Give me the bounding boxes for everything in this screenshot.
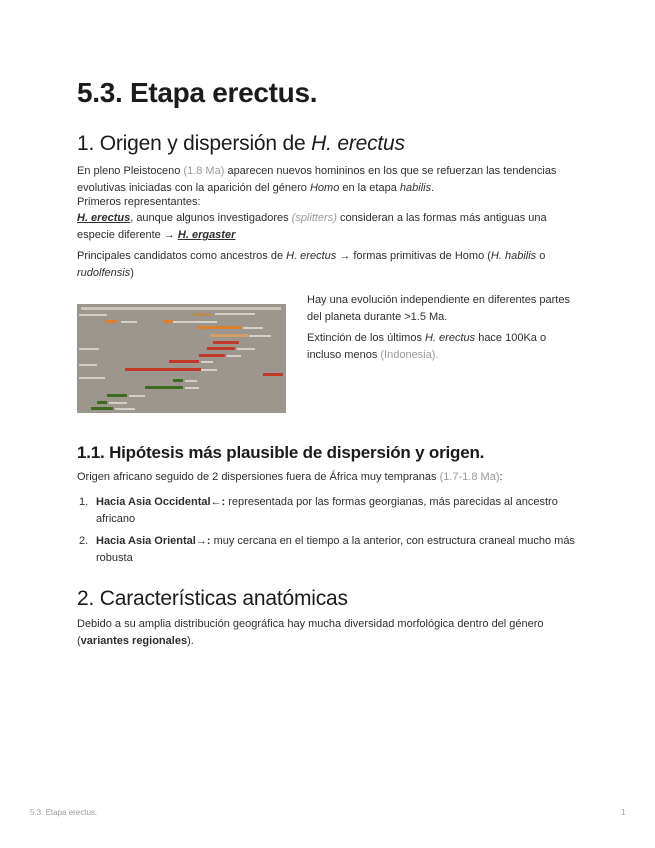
timeline-label <box>121 321 137 323</box>
list-item-bold: Hacia Asia Oriental→: <box>96 535 211 547</box>
text: en la etapa <box>339 182 400 194</box>
italic-species: H. erectus <box>425 332 476 344</box>
timeline-label <box>173 321 217 323</box>
list-item <box>77 533 582 567</box>
timeline-axis <box>81 307 281 310</box>
paragraph-diversidad <box>77 616 582 650</box>
timeline-label <box>185 387 199 389</box>
timeline-bar <box>213 341 239 344</box>
text: : <box>499 471 503 483</box>
timeline-label <box>249 335 271 337</box>
date-note: (1.7-1.8 Ma) <box>439 471 500 483</box>
text: ) <box>130 267 134 279</box>
text: . <box>435 349 439 361</box>
heading-text: 1. Origen y dispersión de <box>77 132 312 155</box>
text: representada por las formas georgianas, más parecidas al ancestro africano <box>96 496 558 525</box>
timeline-label <box>185 380 197 382</box>
timeline-bar <box>210 334 248 337</box>
side-note-extincion <box>307 330 572 364</box>
paragraph-representantes: Primeros representantes: <box>77 196 201 208</box>
footer-title: 5.3. Etapa erectus. <box>30 808 98 817</box>
timeline-label <box>215 313 255 315</box>
list-item-bold: Hacia Asia Occidental←: <box>96 496 226 508</box>
timeline-label <box>201 361 213 363</box>
list-number: 1. <box>79 496 89 508</box>
location-note: (Indonesia) <box>380 349 436 361</box>
text: Extinción de los últimos <box>307 332 425 344</box>
timeline-label <box>227 355 241 357</box>
italic-species: H. erectus <box>286 250 337 262</box>
bold-term: variantes regionales <box>80 635 188 647</box>
splitters-note: (splitters) <box>291 212 337 224</box>
text: Principales candidatos como ancestros de <box>77 250 287 262</box>
page-title: 5.3. Etapa erectus. <box>77 77 318 108</box>
timeline-bar <box>199 354 225 357</box>
text: Debido a su amplia distribución geográfica hay mucha diversidad morfológica dentro del género ( <box>77 618 544 647</box>
timeline-label <box>237 348 255 350</box>
list-number: 2. <box>79 535 89 547</box>
timeline-bar <box>105 320 117 323</box>
timeline-bar <box>91 407 113 410</box>
italic-species: H. habilis <box>490 250 537 262</box>
timeline-label <box>201 369 217 371</box>
text: ). <box>187 635 194 647</box>
subsection-heading-hipotesis: 1.1. Hipótesis más plausible de dispersión y origen. <box>77 443 485 462</box>
timeline-label <box>79 364 97 366</box>
timeline-label <box>79 314 107 316</box>
text: Origen africano seguido de 2 dispersiones fuera de África muy tempranas <box>77 471 440 483</box>
species-erectus: H. erectus <box>77 212 131 224</box>
list-item <box>77 494 582 528</box>
timeline-label <box>79 348 99 350</box>
timeline-label <box>115 408 135 410</box>
list-item-text <box>96 533 581 567</box>
text: , aunque algunos investigadores <box>130 212 292 224</box>
timeline-bar <box>173 379 183 382</box>
italic-species: rudolfensis <box>77 267 131 279</box>
timeline-bar <box>97 401 107 404</box>
text: aparecen nuevos homininos en los que se refuerzan las tendencias evolutivas iniciadas con la aparición del género <box>77 165 557 194</box>
footer-page-number: 1 <box>621 808 626 817</box>
timeline-bar <box>197 326 241 329</box>
section-heading-caracteristicas: 2. Características anatómicas <box>77 587 348 610</box>
timeline-bar <box>125 368 201 371</box>
date-note: (1.8 Ma) <box>183 165 225 177</box>
list-item-text <box>96 494 581 528</box>
species-ergaster: H. ergaster <box>177 229 236 241</box>
text: consideran a las formas más antiguas una especie diferente → <box>77 212 547 241</box>
timeline-bar <box>193 313 211 316</box>
text: hace 100Ka o incluso menos <box>307 332 547 361</box>
text: → formas primitivas de Homo ( <box>336 250 491 262</box>
timeline-label <box>129 395 145 397</box>
timeline-bar <box>169 360 199 363</box>
italic-stage: habilis <box>399 182 432 194</box>
timeline-label <box>243 327 263 329</box>
text: muy cercana en el tiempo a la anterior, con estructura craneal mucho más robusta <box>96 535 575 564</box>
paragraph-origen-africano <box>77 469 582 486</box>
text: . <box>431 182 435 194</box>
timeline-label <box>109 402 127 404</box>
section-heading-origen <box>77 132 405 156</box>
italic-genus: Homo <box>309 182 340 194</box>
timeline-bar <box>145 386 183 389</box>
paragraph-candidatos <box>77 248 582 282</box>
timeline-label <box>79 377 105 379</box>
heading-italic-species: H. erectus <box>311 132 405 155</box>
hominin-timeline-image <box>77 304 286 413</box>
timeline-bar <box>207 347 235 350</box>
paragraph-pleistoceno <box>77 163 582 197</box>
side-note-evolucion: Hay una evolución independiente en diferentes partes del planeta durante >1.5 Ma. <box>307 294 570 323</box>
text: En pleno Pleistoceno <box>77 165 184 177</box>
timeline-bar <box>263 373 283 376</box>
timeline-bar <box>163 320 173 323</box>
paragraph-erectus-ergaster <box>77 210 582 244</box>
text: o <box>536 250 546 262</box>
timeline-bar <box>107 394 127 397</box>
